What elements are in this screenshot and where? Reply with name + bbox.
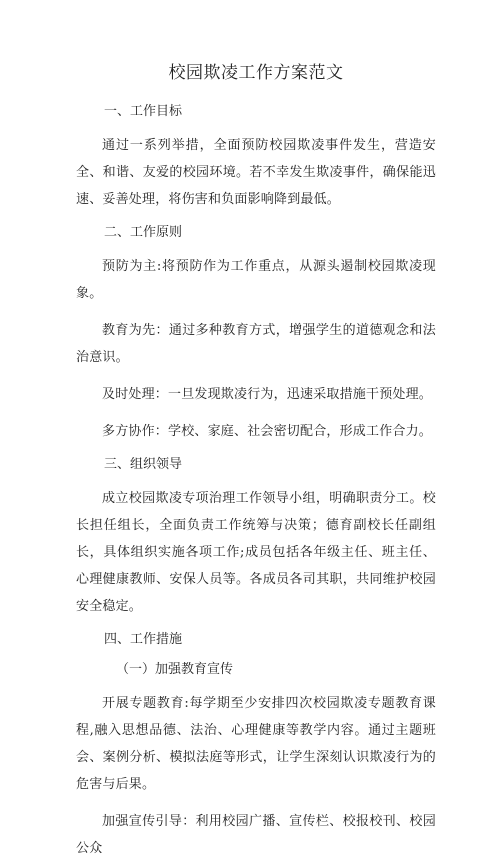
paragraph-cooperation: 多方协作：学校、家庭、社会密切配合，形成工作合力。 bbox=[102, 424, 433, 439]
paragraph-education: 教育为先：通过多种教育方式，增强学生的道德观念和法治意识。 bbox=[76, 323, 436, 365]
paragraph-publicity-guidance: 加强宣传引导：利用校园广播、宣传栏、校报校刊、校园公众 bbox=[76, 814, 436, 856]
section-heading-measures: 四、工作措施 bbox=[104, 632, 183, 647]
section-heading-goals: 一、工作目标 bbox=[104, 104, 183, 119]
paragraph-goals: 通过一系列举措，全面预防校园欺凌事件发生，营造安全、和谐、友爱的校园环境。若不幸发生欺凌事件，确保能迅速、妥善处理，将伤害和负面影响降到最低。 bbox=[76, 138, 436, 207]
document-title: 校园欺凌工作方案范文 bbox=[168, 63, 344, 83]
section-heading-leadership: 三、组织领导 bbox=[104, 457, 183, 472]
subsection-heading-education-publicity: （一）加强教育宣传 bbox=[116, 662, 234, 677]
paragraph-prevention: 预防为主:将预防作为工作重点，从源头遏制校园欺凌现象。 bbox=[76, 259, 436, 301]
paragraph-timely-handling: 及时处理：一旦发现欺凌行为，迅速采取措施干预处理。 bbox=[102, 387, 433, 402]
paragraph-leadership: 成立校园欺凌专项治理工作领导小组，明确职责分工。校长担任组长，全面负责工作统筹与决策；德育副校长任副组长，具体组织实施各项工作;成员包括各年级主任、班主任、心理健康教师、安保人员等。各成员各司其职，共同维护校园安全稳定。 bbox=[76, 491, 436, 614]
paragraph-special-education: 开展专题教育:每学期至少安排四次校园欺凌专题教育课程,融入思想品德、法治、心理健康等教学内容。通过主题班会、案例分析、模拟法庭等形式，让学生深刻认识欺凌行为的危害与后果。 bbox=[76, 696, 436, 792]
section-heading-principles: 二、工作原则 bbox=[104, 225, 183, 240]
